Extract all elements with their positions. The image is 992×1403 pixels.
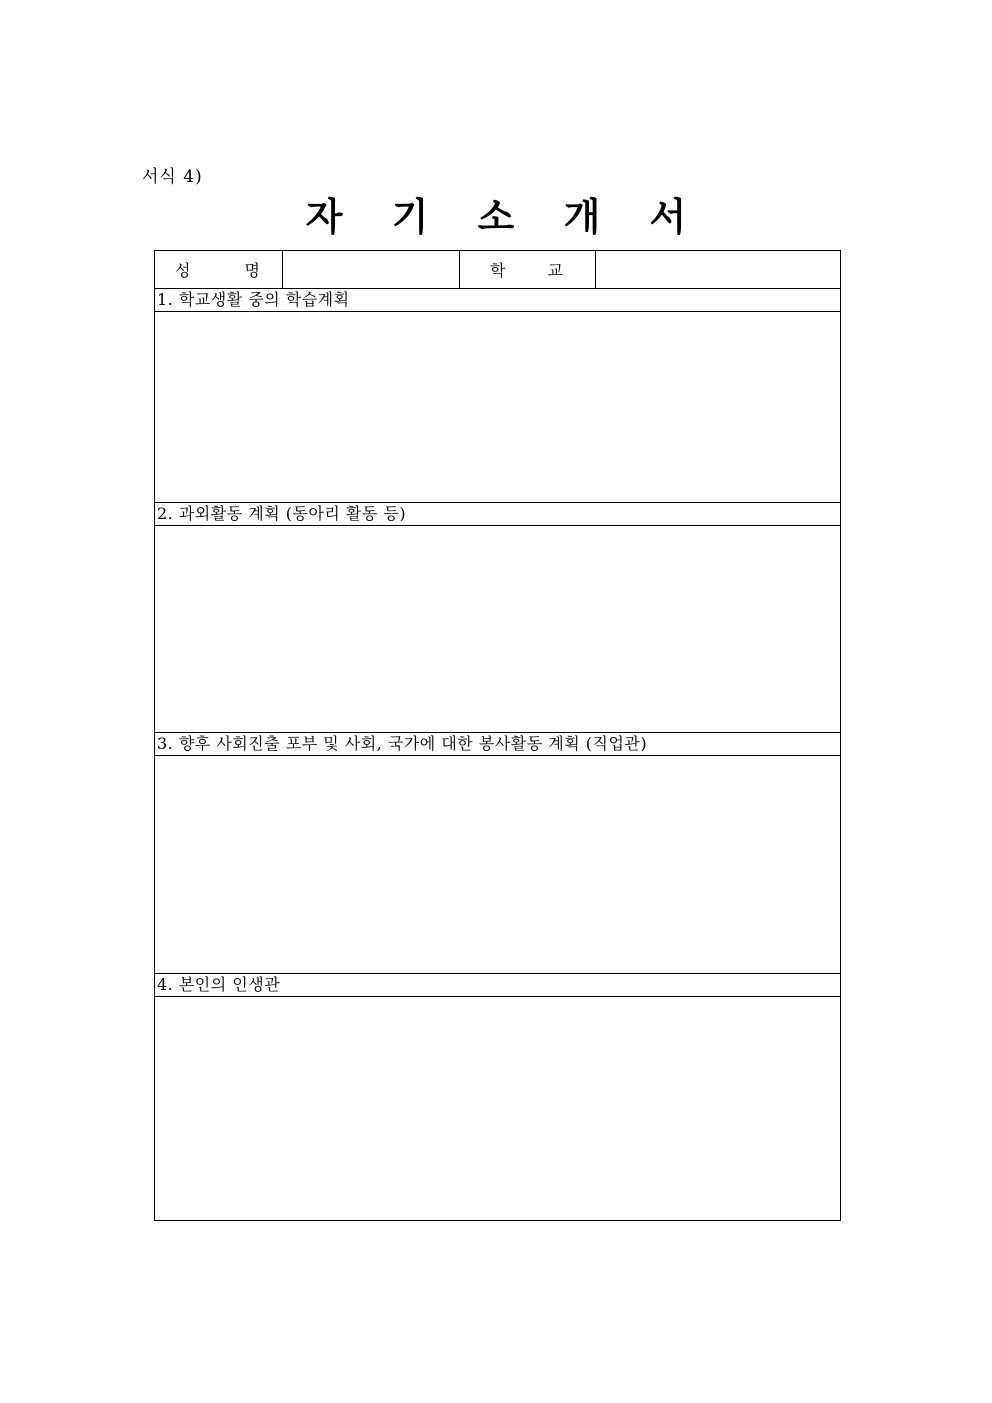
- form-number-label: 서식 4): [142, 167, 203, 187]
- header-row: [155, 251, 841, 289]
- name-label-char-2: 명: [244, 261, 262, 280]
- name-field[interactable]: [283, 251, 460, 289]
- section-4-body[interactable]: [155, 997, 841, 1221]
- section-3-body[interactable]: [155, 756, 841, 974]
- school-label-char-2: 교: [547, 261, 565, 280]
- document-title: 자 기 소 개 서: [305, 195, 705, 239]
- school-field[interactable]: [596, 251, 841, 289]
- section-4-title: 4. 본인의 인생관: [155, 974, 841, 997]
- section-3-title: 3. 향후 사회진출 포부 및 사회, 국가에 대한 봉사활동 계획 (직업관): [155, 733, 841, 756]
- school-label-char-1: 학: [490, 261, 508, 280]
- section-1-title: 1. 학교생활 중의 학습계획: [155, 289, 841, 312]
- section-1-body[interactable]: [155, 312, 841, 503]
- section-2-title: 2. 과외활동 계획 (동아리 활동 등): [155, 503, 841, 526]
- name-label-char-1: 성: [175, 261, 193, 280]
- school-label-cell: [460, 251, 596, 289]
- section-2-body[interactable]: [155, 526, 841, 733]
- name-label-cell: [155, 251, 283, 289]
- self-introduction-form: [154, 250, 841, 1221]
